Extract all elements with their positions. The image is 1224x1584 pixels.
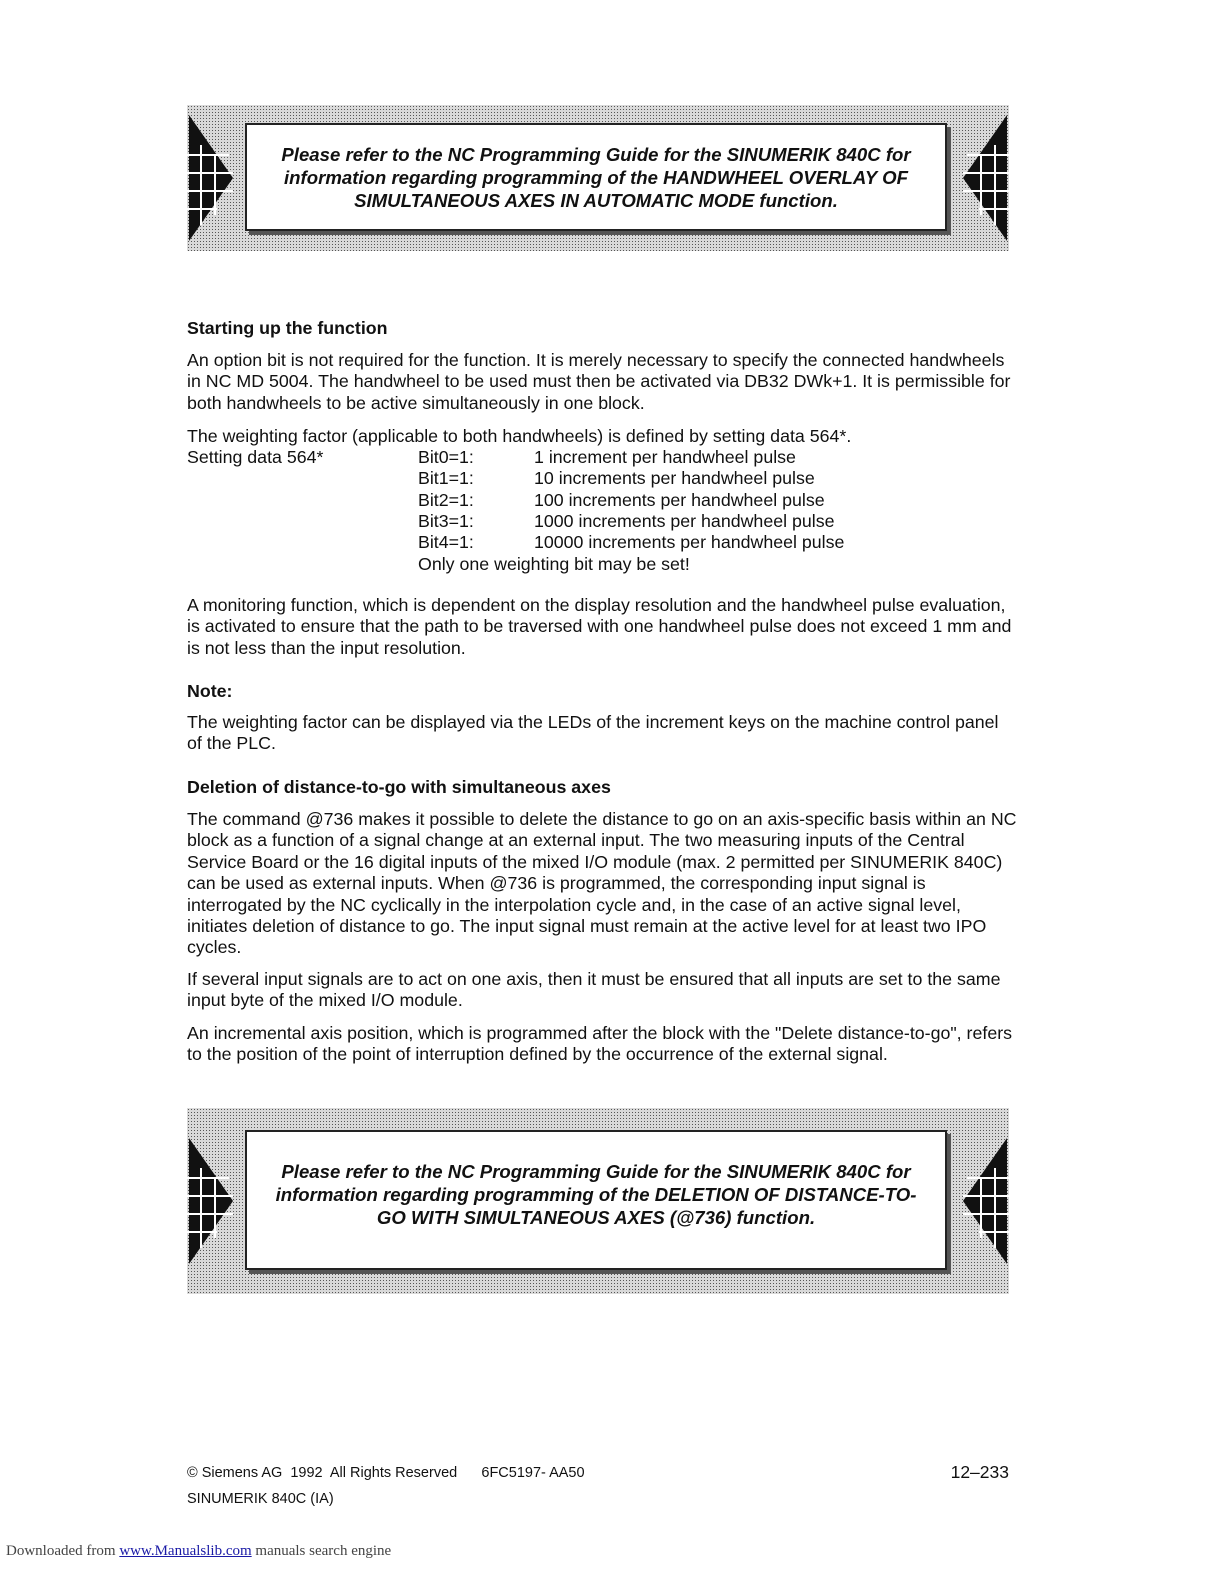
bit-key: Bit0=1: — [418, 447, 474, 467]
paragraph — [187, 350, 1017, 414]
bits-note-text: Only one weighting bit may be set! — [418, 553, 690, 574]
bit-key: Bit1=1: — [418, 468, 474, 489]
notice-line: GO WITH SIMULTANEOUS AXES (@736) function. — [376, 1207, 816, 1228]
notice-frame — [245, 123, 947, 231]
page-number: 12–233 — [950, 1462, 1009, 1482]
arrow-right-icon — [187, 1118, 237, 1284]
paragraph-text: If several input signals are to act on one axis, then it must be ensured that all inputs are set to the same input byte of the mixed I/O module. — [187, 969, 1001, 1011]
paragraph-text: An incremental axis position, which is programmed after the block with the "Delete distance-to-go", refers to the position of the point of interruption defined by the occurrence of the external signal. — [187, 1023, 1013, 1065]
download-prefix: Downloaded from — [6, 1543, 116, 1559]
paragraph — [187, 969, 1017, 1012]
setting-data-label: Setting data 564* — [187, 447, 324, 467]
bit-value: 10 increments per handwheel pulse — [534, 468, 815, 489]
section-heading-startup: Starting up the function — [187, 318, 388, 338]
paragraph-text: An option bit is not required for the function. It is merely necessary to specify the connected handwheels in NC MD 5004. The handwheel to be used must then be activated via DB32 DWk+1. It is permissible for both handwheels to be active simultaneously in one block. — [187, 350, 1011, 413]
notice-box-bottom — [187, 1108, 1009, 1294]
download-suffix: manuals search engine — [255, 1543, 392, 1559]
paragraph — [187, 595, 1017, 659]
bit-key: Bit3=1: — [418, 510, 474, 531]
paragraph — [187, 809, 1017, 959]
notice-frame — [245, 1130, 947, 1270]
notice-line: SIMULTANEOUS AXES IN AUTOMATIC MODE function. — [354, 190, 838, 211]
paragraph — [187, 1023, 1017, 1066]
bit-key: Bit4=1: — [418, 532, 474, 553]
note-paragraph — [187, 712, 1017, 755]
bit-key: Bit2=1: — [418, 489, 474, 510]
notice-line: information regarding programming of the DELETION OF DISTANCE-TO- — [275, 1184, 917, 1205]
arrow-right-icon — [187, 115, 237, 241]
note-heading: Note: — [187, 681, 233, 701]
notice-line: Please refer to the NC Programming Guide for the SINUMERIK 840C for — [281, 144, 911, 165]
notice-text — [247, 1160, 945, 1229]
footer-copyright: © Siemens AG 1992 All Rights Reserved 6FC5197- AA50 — [187, 1465, 585, 1481]
bit-value: 10000 increments per handwheel pulse — [534, 532, 845, 553]
paragraph-text: The command @736 makes it possible to delete the distance to go on an axis-specific basis within an NC block as a function of a signal change at an external input. The two measuring inputs of the Central Service Board or the 16 digital inputs of the mixed I/O module (max. 2 permitted per SINUMERIK 840C) can be used as external inputs. When @736 is programmed, the corresponding input signal is interrogated by the NC cyclically in the interpolation cycle and, in the case of an active signal level, initiates deletion of distance to go. The input signal must remain at the active level for at least two IPO cycles. — [187, 809, 1017, 958]
notice-text — [247, 143, 945, 212]
footer-product: SINUMERIK 840C (IA) — [187, 1491, 334, 1507]
notice-box-top — [187, 105, 1009, 251]
download-link[interactable]: www.Manualslib.com — [119, 1543, 252, 1559]
notice-line: information regarding programming of the HANDWHEEL OVERLAY OF — [284, 167, 908, 188]
bit-value: 1000 increments per handwheel pulse — [534, 510, 835, 531]
notice-line: Please refer to the NC Programming Guide for the SINUMERIK 840C for — [281, 1161, 911, 1182]
bit-value: 100 increments per handwheel pulse — [534, 489, 825, 510]
arrow-left-icon — [959, 115, 1009, 241]
note-text: The weighting factor can be displayed via the LEDs of the increment keys on the machine control panel of the PLC. — [187, 712, 999, 754]
section-heading-deletion: Deletion of distance-to-go with simultaneous axes — [187, 777, 611, 797]
paragraph-text: The weighting factor (applicable to both handwheels) is defined by setting data 564*. — [187, 426, 852, 446]
arrow-left-icon — [959, 1118, 1009, 1284]
paragraph — [187, 426, 1017, 447]
download-banner — [6, 1543, 391, 1560]
bit-value: 1 increment per handwheel pulse — [534, 447, 796, 467]
paragraph-text: A monitoring function, which is dependent on the display resolution and the handwheel pulse evaluation, is activated to ensure that the path to be traversed with one handwheel pulse does not exceed 1 mm and is not less than the input resolution. — [187, 595, 1012, 658]
